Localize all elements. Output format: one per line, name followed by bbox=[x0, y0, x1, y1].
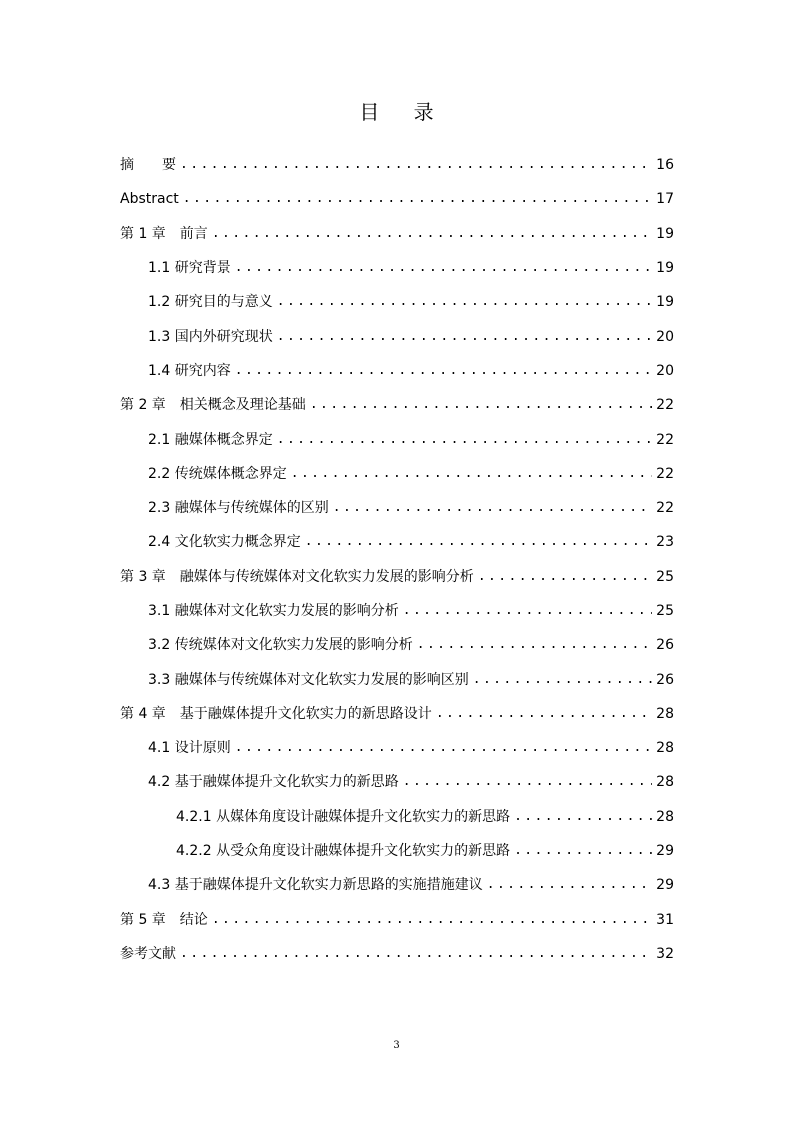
toc-entry-page: 29 bbox=[656, 877, 674, 894]
toc-dot-leader bbox=[277, 293, 652, 311]
page-number: 3 bbox=[393, 1040, 400, 1051]
table-of-contents bbox=[120, 148, 674, 971]
toc-entry-page: 19 bbox=[656, 260, 674, 277]
toc-dot-leader bbox=[305, 533, 652, 551]
toc-entry-chapter-2[interactable] bbox=[120, 388, 674, 422]
toc-dot-leader bbox=[212, 225, 652, 243]
toc-entry-page: 28 bbox=[656, 705, 674, 722]
toc-dot-leader bbox=[235, 739, 652, 757]
toc-entry-label: 1.1 研究背景 bbox=[148, 260, 231, 277]
toc-entry-label: 4.3 基于融媒体提升文化软实力新思路的实施措施建议 bbox=[148, 877, 483, 894]
toc-entry-page: 22 bbox=[656, 431, 674, 448]
toc-entry-label: 第 1 章 前言 bbox=[120, 225, 208, 242]
toc-entry-section-1-3[interactable] bbox=[120, 319, 674, 353]
toc-entry-section-1-1[interactable] bbox=[120, 251, 674, 285]
toc-entry-label: 第 5 章 结论 bbox=[120, 911, 208, 928]
toc-entry-page: 23 bbox=[656, 534, 674, 551]
toc-entry-label: 4.2.1 从媒体角度设计融媒体提升文化软实力的新思路 bbox=[176, 808, 511, 825]
toc-dot-leader bbox=[235, 259, 652, 277]
toc-dot-leader bbox=[403, 602, 652, 620]
toc-dot-leader bbox=[291, 465, 652, 483]
toc-entry-label: 4.1 设计原则 bbox=[148, 740, 231, 757]
page-title: 目 录 bbox=[359, 100, 448, 124]
toc-entry-page: 19 bbox=[656, 225, 674, 242]
toc-entry-section-4-1[interactable] bbox=[120, 731, 674, 765]
toc-entry-page: 22 bbox=[656, 397, 674, 414]
toc-entry-abstract-en[interactable] bbox=[120, 182, 674, 216]
toc-dot-leader bbox=[417, 636, 652, 654]
toc-entry-references[interactable] bbox=[120, 937, 674, 971]
toc-entry-section-3-3[interactable] bbox=[120, 662, 674, 696]
toc-entry-section-4-2-1[interactable] bbox=[120, 800, 674, 834]
toc-dot-leader bbox=[180, 156, 652, 174]
toc-dot-leader bbox=[514, 842, 652, 860]
toc-entry-section-1-4[interactable] bbox=[120, 354, 674, 388]
toc-dot-leader bbox=[180, 945, 652, 963]
toc-entry-chapter-1[interactable] bbox=[120, 217, 674, 251]
toc-entry-label: 第 3 章 融媒体与传统媒体对文化软实力发展的影响分析 bbox=[120, 568, 474, 585]
toc-entry-label: 2.2 传统媒体概念界定 bbox=[148, 465, 287, 482]
toc-entry-label: 4.2.2 从受众角度设计融媒体提升文化软实力的新思路 bbox=[176, 843, 511, 860]
toc-entry-label: 3.1 融媒体对文化软实力发展的影响分析 bbox=[148, 603, 399, 619]
toc-entry-label: 1.2 研究目的与意义 bbox=[148, 294, 273, 311]
toc-entry-section-1-2[interactable] bbox=[120, 285, 674, 319]
toc-entry-label: 2.1 融媒体概念界定 bbox=[148, 431, 273, 448]
toc-entry-chapter-5[interactable] bbox=[120, 903, 674, 937]
toc-entry-page: 17 bbox=[656, 191, 674, 208]
toc-entry-page: 28 bbox=[656, 740, 674, 757]
toc-dot-leader bbox=[277, 328, 652, 346]
toc-entry-section-2-4[interactable] bbox=[120, 525, 674, 559]
toc-dot-leader bbox=[487, 876, 652, 894]
toc-entry-label: 参考文献 bbox=[120, 945, 176, 962]
toc-entry-page: 20 bbox=[656, 328, 674, 345]
toc-dot-leader bbox=[333, 499, 652, 517]
toc-entry-page: 26 bbox=[656, 671, 674, 688]
toc-dot-leader bbox=[235, 362, 652, 380]
toc-dot-leader bbox=[436, 705, 652, 723]
toc-entry-label: 第 2 章 相关概念及理论基础 bbox=[120, 397, 306, 414]
toc-entry-page: 32 bbox=[656, 945, 674, 962]
toc-entry-page: 25 bbox=[656, 603, 674, 619]
toc-entry-label: 1.3 国内外研究现状 bbox=[148, 328, 273, 345]
toc-entry-label: 3.2 传统媒体对文化软实力发展的影响分析 bbox=[148, 637, 413, 654]
toc-entry-abstract-cn[interactable] bbox=[120, 148, 674, 182]
toc-entry-page: 26 bbox=[656, 637, 674, 654]
toc-entry-label: 4.2 基于融媒体提升文化软实力的新思路 bbox=[148, 774, 399, 791]
toc-entry-label: 1.4 研究内容 bbox=[148, 362, 231, 379]
toc-dot-leader bbox=[212, 911, 652, 929]
toc-entry-page: 25 bbox=[656, 568, 674, 585]
toc-dot-leader bbox=[277, 431, 652, 449]
toc-entry-page: 28 bbox=[656, 808, 674, 825]
toc-entry-section-2-1[interactable] bbox=[120, 422, 674, 456]
toc-entry-section-2-2[interactable] bbox=[120, 457, 674, 491]
toc-entry-label: 3.3 融媒体与传统媒体对文化软实力发展的影响区别 bbox=[148, 671, 469, 688]
toc-dot-leader bbox=[514, 808, 652, 826]
toc-entry-section-4-2-2[interactable] bbox=[120, 834, 674, 868]
toc-entry-page: 22 bbox=[656, 500, 674, 517]
toc-dot-leader bbox=[183, 190, 652, 208]
toc-entry-section-3-1[interactable] bbox=[120, 594, 674, 628]
toc-entry-page: 19 bbox=[656, 294, 674, 311]
toc-entry-page: 31 bbox=[656, 911, 674, 928]
toc-dot-leader bbox=[473, 671, 652, 689]
toc-entry-label: Abstract bbox=[120, 191, 179, 208]
toc-dot-leader bbox=[403, 773, 652, 791]
toc-entry-label: 摘 要 bbox=[120, 157, 176, 174]
toc-entry-label: 第 4 章 基于融媒体提升文化软实力的新思路设计 bbox=[120, 705, 432, 722]
toc-entry-chapter-4[interactable] bbox=[120, 697, 674, 731]
toc-entry-page: 22 bbox=[656, 465, 674, 482]
toc-entry-page: 29 bbox=[656, 843, 674, 860]
toc-entry-label: 2.3 融媒体与传统媒体的区别 bbox=[148, 500, 329, 517]
toc-entry-page: 16 bbox=[656, 157, 674, 174]
toc-entry-page: 20 bbox=[656, 362, 674, 379]
toc-entry-section-2-3[interactable] bbox=[120, 491, 674, 525]
toc-entry-page: 28 bbox=[656, 774, 674, 791]
toc-entry-section-3-2[interactable] bbox=[120, 628, 674, 662]
toc-dot-leader bbox=[478, 568, 652, 586]
toc-entry-section-4-3[interactable] bbox=[120, 868, 674, 902]
toc-dot-leader bbox=[310, 396, 652, 414]
toc-entry-section-4-2[interactable] bbox=[120, 765, 674, 799]
toc-entry-label: 2.4 文化软实力概念界定 bbox=[148, 534, 301, 551]
toc-entry-chapter-3[interactable] bbox=[120, 560, 674, 594]
